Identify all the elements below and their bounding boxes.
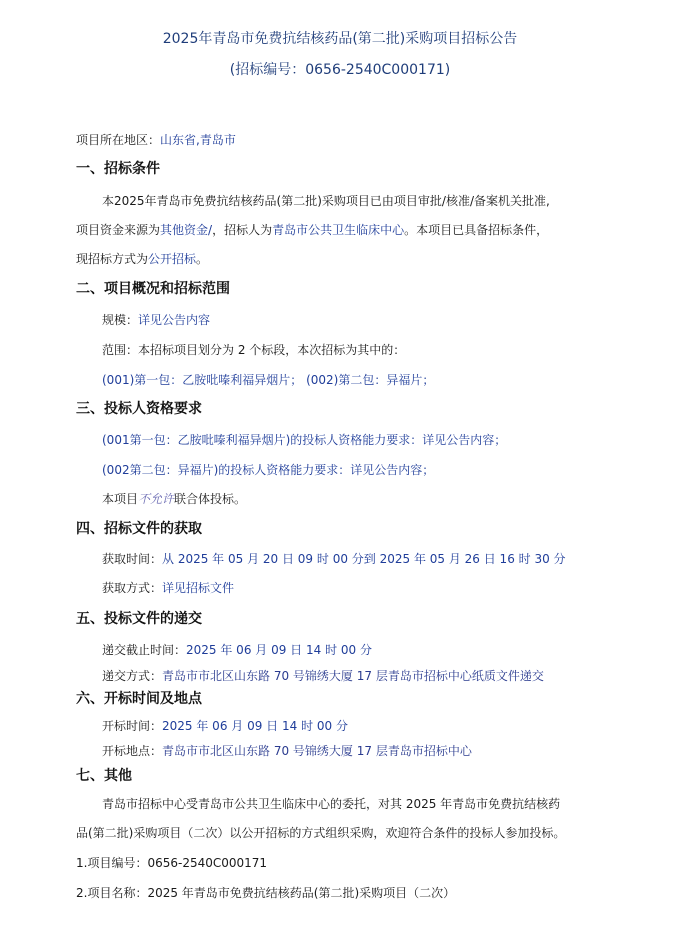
section-heading-1: 一、招标条件 bbox=[76, 161, 160, 177]
submit-method-value: 青岛市市北区山东路 70 号锦绣大厦 17 层青岛市招标中心纸质文件递交 bbox=[162, 669, 544, 683]
deadline-value: 2025 年 06 月 09 日 14 时 00 分 bbox=[186, 643, 372, 657]
location-value: 山东省,青岛市 bbox=[160, 133, 236, 147]
s1-paragraph-line-1: 本2025年青岛市免费抗结核药品(第二批)采购项目已由项目审批/核准/备案机关批准, bbox=[102, 194, 550, 208]
section-heading-3: 三、投标人资格要求 bbox=[76, 401, 202, 417]
location-label: 项目所在地区： bbox=[76, 133, 161, 147]
section-heading-7: 七、其他 bbox=[76, 768, 132, 784]
s7-paragraph-line-2: 品(第二批)采购项目（二次）以公开招标的方式组织采购，欢迎符合条件的投标人参加投标。 bbox=[76, 826, 566, 840]
fund-source: 其他资金/ bbox=[160, 223, 213, 237]
s1-paragraph-line-2 bbox=[76, 222, 548, 238]
scale-row bbox=[102, 312, 210, 328]
obtain-method-row bbox=[102, 580, 234, 596]
submit-method-label: 递交方式： bbox=[102, 669, 163, 683]
s7-item-1: 1.项目编号：0656-2540C000171 bbox=[76, 856, 268, 870]
range-row: 范围：本招标项目划分为 2 个标段，本次招标为其中的： bbox=[102, 343, 406, 357]
lots-row: (001)第一包：乙胺吡嗪利福异烟片； (002)第二包：异福片； bbox=[102, 373, 435, 387]
location-row bbox=[76, 132, 236, 148]
joint-text: 本项目 bbox=[102, 492, 139, 506]
tender-method: 公开招标 bbox=[148, 252, 197, 266]
qualification-lot-2: (002第二包：异福片)的投标人资格能力要求：详见公告内容； bbox=[102, 463, 435, 477]
qualification-lot-1: (001第一包：乙胺吡嗪利福异烟片)的投标人资格能力要求：详见公告内容； bbox=[102, 433, 507, 447]
obtain-time-label: 获取时间： bbox=[102, 552, 163, 566]
scale-value: 详见公告内容 bbox=[138, 313, 211, 327]
page-title: 2025年青岛市免费抗结核药品(第二批)采购项目招标公告 bbox=[162, 31, 518, 47]
s1-paragraph-line-3 bbox=[76, 251, 208, 267]
opening-place-value: 青岛市市北区山东路 70 号锦绣大厦 17 层青岛市招标中心 bbox=[162, 744, 472, 758]
section-heading-6: 六、开标时间及地点 bbox=[76, 691, 202, 707]
tenderer-name: 青岛市公共卫生临床中心 bbox=[272, 223, 405, 237]
deadline-label: 递交截止时间： bbox=[102, 643, 187, 657]
joint-value: 不允许 bbox=[138, 492, 175, 506]
obtain-time-row bbox=[102, 551, 566, 567]
section-heading-5: 五、投标文件的递交 bbox=[76, 611, 202, 627]
s7-paragraph-line-1: 青岛市招标中心受青岛市公共卫生临床中心的委托，对其 2025 年青岛市免费抗结核药 bbox=[102, 797, 561, 811]
opening-time-label: 开标时间： bbox=[102, 719, 163, 733]
s1-text: 现招标方式为 bbox=[76, 252, 149, 266]
deadline-row bbox=[102, 642, 372, 658]
s1-text: 。本项目已具备招标条件， bbox=[404, 223, 549, 237]
opening-time-value: 2025 年 06 月 09 日 14 时 00 分 bbox=[162, 719, 348, 733]
s1-text: 项目资金来源为 bbox=[76, 223, 161, 237]
opening-place-label: 开标地点： bbox=[102, 744, 163, 758]
obtain-method-value: 详见招标文件 bbox=[162, 581, 235, 595]
opening-time-row bbox=[102, 718, 348, 734]
s7-item-2: 2.项目名称：2025 年青岛市免费抗结核药品(第二批)采购项目（二次） bbox=[76, 886, 456, 900]
s1-text: ，招标人为 bbox=[212, 223, 273, 237]
joint-text: 联合体投标。 bbox=[174, 492, 247, 506]
scale-label: 规模： bbox=[102, 313, 139, 327]
section-heading-2: 二、项目概况和招标范围 bbox=[76, 281, 230, 297]
section-heading-4: 四、招标文件的获取 bbox=[76, 521, 202, 537]
obtain-time-value: 从 2025 年 05 月 20 日 09 时 00 分到 2025 年 05 月 26 日 16 时 30 分 bbox=[162, 552, 566, 566]
opening-place-row bbox=[102, 743, 472, 759]
s1-text: 。 bbox=[196, 252, 209, 266]
joint-bid-row bbox=[102, 491, 246, 507]
submit-method-row bbox=[102, 668, 544, 684]
tender-number: (招标编号：0656-2540C000171) bbox=[229, 62, 451, 78]
obtain-method-label: 获取方式： bbox=[102, 581, 163, 595]
